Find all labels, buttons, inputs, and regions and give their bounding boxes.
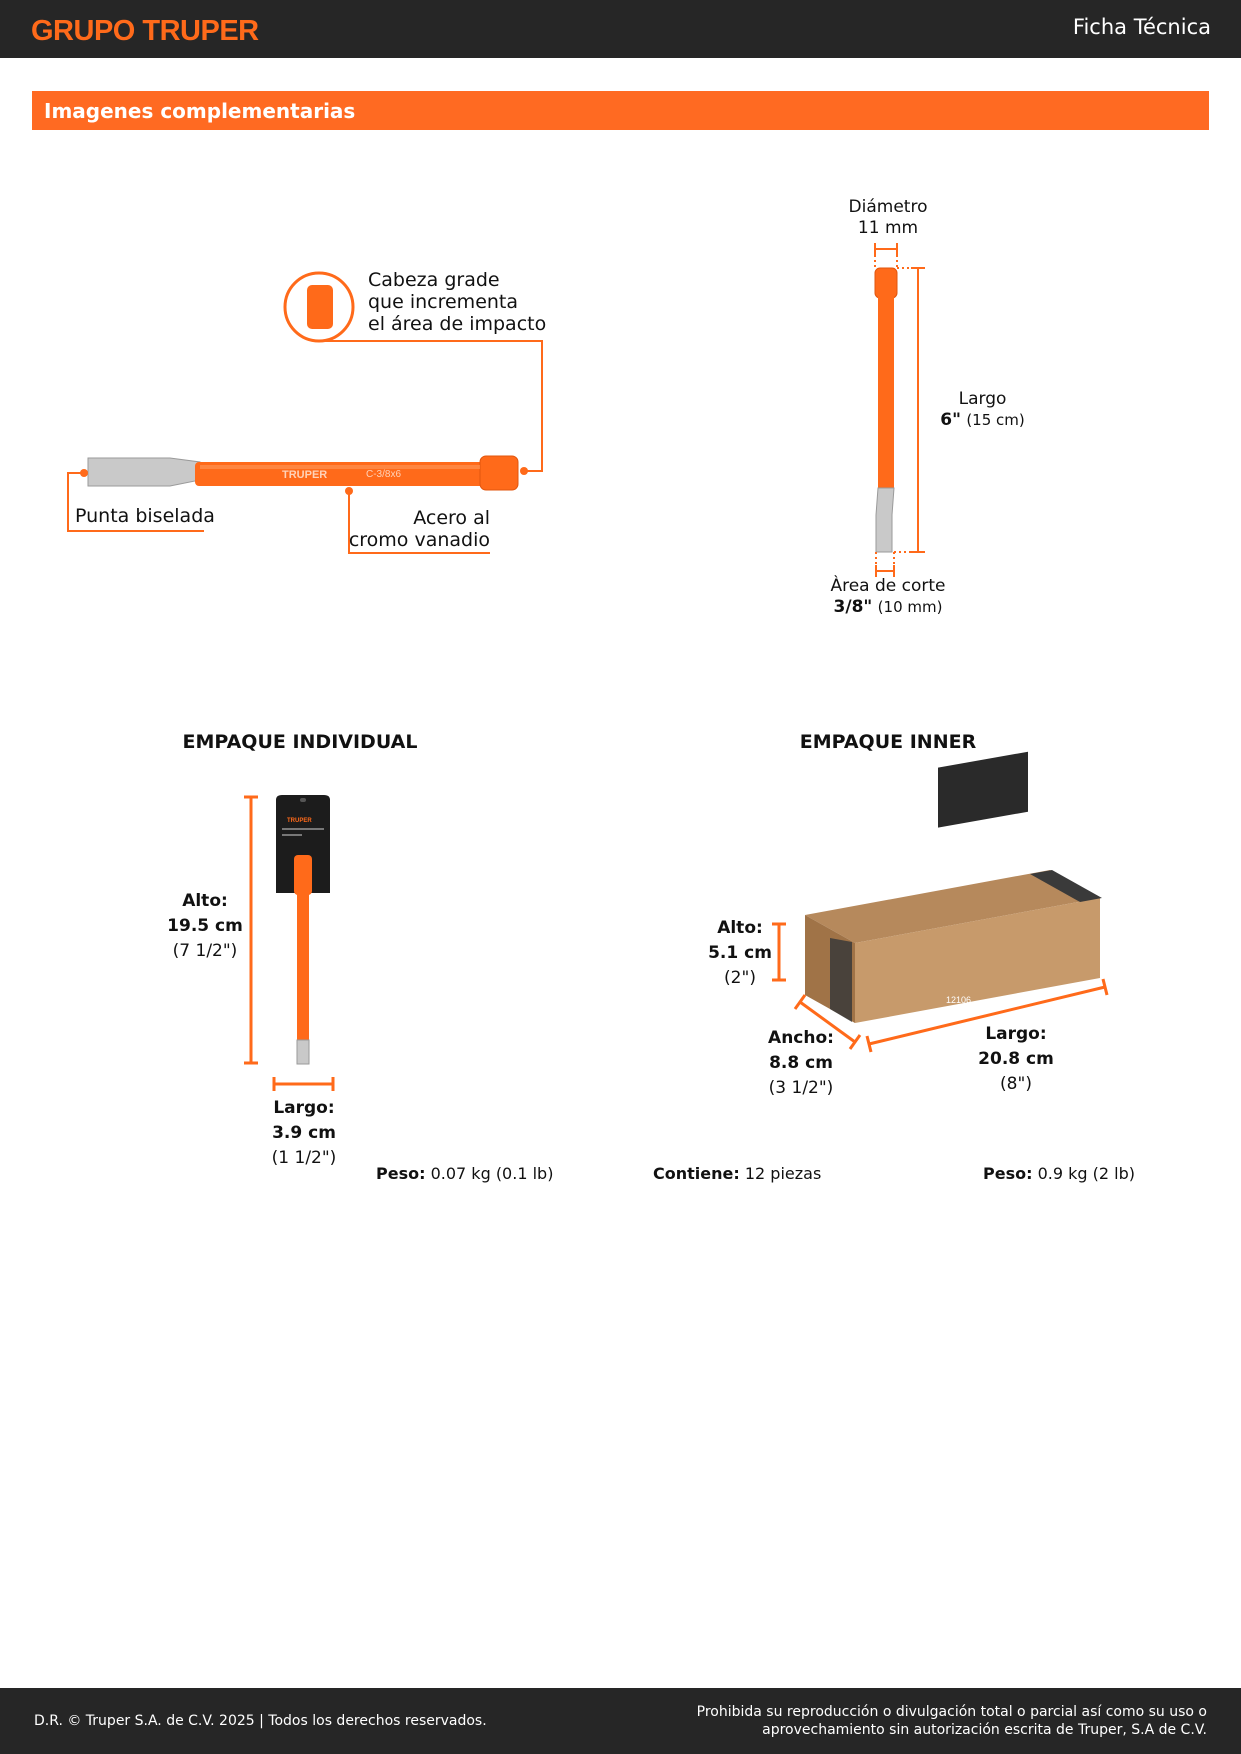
diameter-label [828, 197, 948, 239]
inner-height-value: 5.1 cm [708, 943, 772, 963]
inner-contents-value: 12 piezas [744, 1164, 822, 1183]
inner-contents [653, 1164, 821, 1183]
length-label [930, 389, 1035, 431]
chisel-brand-mark: TRUPER [282, 469, 328, 481]
length-value-main: 6" [940, 410, 961, 430]
inner-width-value: 8.8 cm [769, 1053, 833, 1073]
sheet-title: Ficha Técnica [1072, 15, 1211, 39]
steel-callout-line: cromo vanadio [348, 529, 490, 551]
cut-area-label-text: Àrea de corte [830, 576, 946, 596]
individual-weight-value: 0.07 kg (0.1 lb) [430, 1164, 554, 1183]
head-callout-line: Cabeza grade [368, 269, 500, 291]
individual-length-value: 3.9 cm [272, 1123, 336, 1143]
cut-area-dimension [876, 552, 894, 577]
legal-notice-line: Prohibida su reproducción o divulgación total o parcial así como su uso o [696, 1704, 1207, 1720]
individual-height-value: 19.5 cm [167, 916, 243, 936]
legal-notice-line: aprovechamiento sin autorización escrita de Truper, S.A de C.V. [762, 1722, 1207, 1738]
inner-length-alt: (8") [1000, 1074, 1032, 1094]
chisel-horizontal-image [88, 456, 518, 490]
individual-height-label-text: Alto: [182, 891, 228, 911]
chisel-size-mark: C-3/8x6 [366, 469, 402, 480]
individual-pack-title: EMPAQUE INDIVIDUAL [182, 731, 418, 753]
steel-callout-line: Acero al [413, 507, 490, 529]
inner-height-label [700, 916, 780, 991]
individual-height-label [160, 889, 250, 964]
inner-height-label-text: Alto: [717, 918, 763, 938]
individual-height-alt: (7 1/2") [172, 941, 238, 961]
inner-weight-label: Peso: [983, 1164, 1033, 1183]
inner-width-alt: (3 1/2") [768, 1078, 834, 1098]
inner-contents-label: Contiene: [653, 1164, 740, 1183]
svg-text:TRUPER: TRUPER [287, 818, 312, 824]
inner-length-label-text: Largo: [985, 1024, 1047, 1044]
brand-logo: GRUPO TRUPER [31, 15, 259, 47]
box-code: 12106 [946, 995, 972, 1005]
length-value [930, 410, 1035, 431]
individual-length-label [259, 1096, 349, 1171]
length-label-text: Largo [958, 389, 1007, 409]
legal-notice [647, 1703, 1207, 1739]
inner-weight [983, 1164, 1135, 1183]
inner-width-label [756, 1026, 846, 1101]
inner-length-value: 20.8 cm [978, 1049, 1054, 1069]
tip-callout-text: Punta biselada [75, 505, 215, 527]
head-callout-line: el área de impacto [368, 313, 547, 335]
inner-width-label-text: Ancho: [768, 1028, 834, 1048]
cut-area-value-main: 3/8" [833, 597, 873, 617]
inner-length-label [971, 1022, 1061, 1097]
chisel-vertical-image [875, 268, 897, 552]
inner-height-alt: (2") [724, 968, 756, 988]
cut-area-label [808, 576, 968, 618]
length-value-alt: (15 cm) [966, 411, 1025, 429]
inner-weight-value: 0.9 kg (2 lb) [1037, 1164, 1135, 1183]
steel-callout-text [330, 507, 490, 551]
inner-pack-title: EMPAQUE INNER [799, 731, 977, 753]
diameter-label-text: Diámetro [848, 197, 928, 217]
individual-length-label-text: Largo: [273, 1098, 335, 1118]
copyright-text: D.R. © Truper S.A. de C.V. 2025 | Todos los derechos reservados. [34, 1713, 487, 1729]
section-title: Imagenes complementarias [44, 99, 356, 123]
cut-area-value-alt: (10 mm) [877, 598, 943, 616]
individual-length-dimension [274, 1077, 333, 1091]
diameter-dimension [875, 243, 897, 268]
individual-weight [376, 1164, 553, 1183]
individual-package-image [276, 795, 330, 1064]
diameter-value: 11 mm [857, 218, 919, 238]
inner-box-image [805, 752, 1102, 1023]
footer-bar [0, 1688, 1241, 1754]
head-callout-text [368, 269, 546, 335]
cut-area-value [808, 597, 968, 618]
head-callout-line: que incrementa [368, 291, 519, 313]
individual-weight-label: Peso: [376, 1164, 426, 1183]
length-dimension [894, 268, 925, 552]
individual-length-alt: (1 1/2") [271, 1148, 337, 1168]
